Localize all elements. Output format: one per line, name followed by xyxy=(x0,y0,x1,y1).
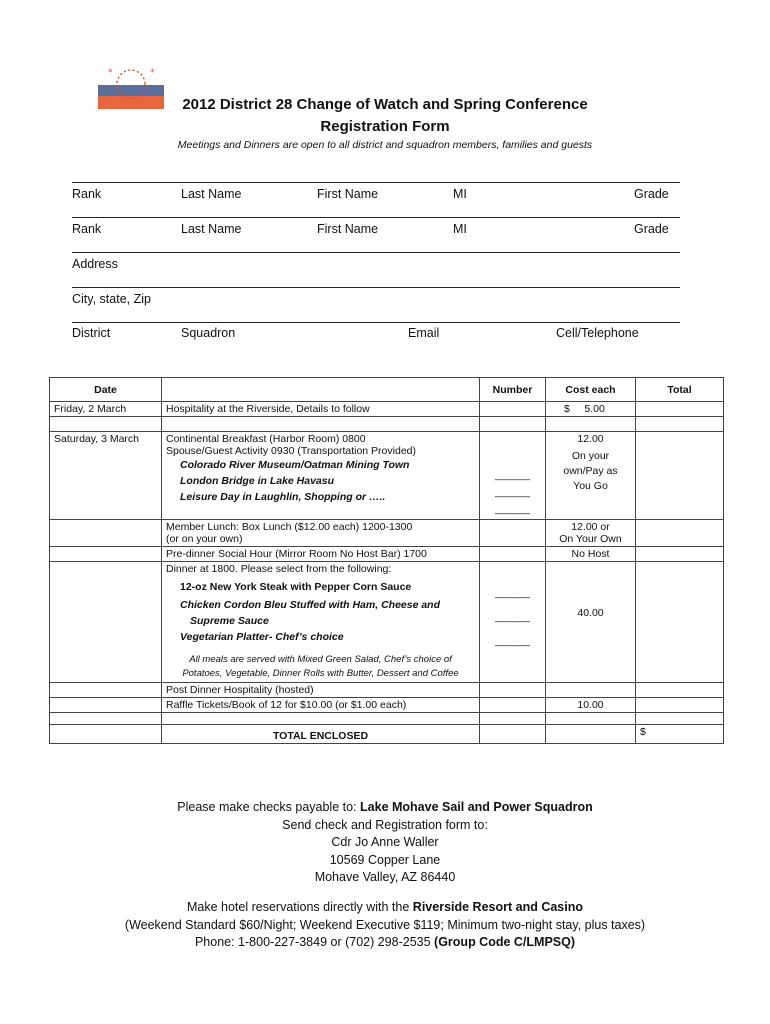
total-enclosed-label: TOTAL ENCLOSED xyxy=(162,725,480,744)
item-cell: Member Lunch: Box Lunch ($12.00 each) 1200-1300 (or on your own) xyxy=(162,520,480,547)
total-cell[interactable] xyxy=(636,547,724,562)
table-row xyxy=(50,547,724,562)
item-cell: Post Dinner Hospitality (hosted) xyxy=(162,683,480,698)
number-cell[interactable] xyxy=(480,683,546,698)
table-row xyxy=(50,402,724,417)
district-label: District xyxy=(72,326,111,340)
table-row xyxy=(50,683,724,698)
grade-label: Grade xyxy=(634,187,669,201)
hotel-instructions: Make hotel reservations directly with the Riverside Resort and Casino (Weekend Standard $60/Night; Weekend Executive $119; Minimum two-night stay, plus taxes) Phone: 1-800-227-3849 or (702) 298-2535 (Group Code C/LMPSQ) xyxy=(124,900,646,949)
total-cell[interactable] xyxy=(636,432,724,520)
cell-telephone-label: Cell/Telephone xyxy=(556,326,639,340)
divider xyxy=(72,252,680,253)
rank-label-2: Rank xyxy=(72,222,102,236)
item-cell: Dinner at 1800. Please select from the following: 12-oz New York Steak with Pepper Corn Sauce Chicken Cordon Bleu Stuffed with Ham, Cheese and Supreme Sauce Vegetarian Platter- Chef’s choice All meals are served with Mixed Green Salad, Chef’s choice of Potatoes, Vegetable, Dinner Rolls with Butter, Dessert and Coffee xyxy=(162,562,480,683)
svg-text:*: * xyxy=(108,68,113,78)
city-state-zip-label: City, state, Zip xyxy=(72,292,151,306)
table-row xyxy=(50,698,724,713)
table-row xyxy=(50,562,724,683)
page-title: 2012 District 28 Change of Watch and Spring Conference Registration Form xyxy=(182,96,588,135)
first-name-label: First Name xyxy=(317,187,379,201)
cost-header: Cost each xyxy=(546,378,636,402)
email-label: Email xyxy=(408,326,440,340)
date-cell: Saturday, 3 March xyxy=(50,432,162,520)
item-cell: Hospitality at the Riverside, Details to follow xyxy=(162,402,480,417)
squadron-label: Squadron xyxy=(181,326,236,340)
total-enclosed-cell[interactable]: $ xyxy=(636,725,724,744)
page-subtitle: Meetings and Dinners are open to all district and squadron members, families and guests xyxy=(177,139,593,151)
cost-cell: No Host xyxy=(546,547,636,562)
rank-label: Rank xyxy=(72,187,102,201)
last-name-label-2: Last Name xyxy=(181,222,242,236)
table-row xyxy=(50,713,724,725)
divider xyxy=(72,287,680,288)
table-header-row xyxy=(50,378,724,402)
grade-label-2: Grade xyxy=(634,222,669,236)
total-cell[interactable] xyxy=(636,698,724,713)
table-row xyxy=(50,432,724,520)
divider xyxy=(72,217,680,218)
mi-label: MI xyxy=(453,187,467,201)
total-cell[interactable] xyxy=(636,683,724,698)
number-cell[interactable]: ______ ______ ______ xyxy=(480,432,546,520)
first-name-label-2: First Name xyxy=(317,222,379,236)
number-header: Number xyxy=(480,378,546,402)
total-cell[interactable] xyxy=(636,520,724,547)
number-cell[interactable]: ______ ______ ______ xyxy=(480,562,546,683)
cost-cell: 10.00 xyxy=(546,698,636,713)
total-cell[interactable] xyxy=(636,562,724,683)
cost-cell: 40.00 xyxy=(546,562,636,683)
cost-cell: 12.00 or On Your Own xyxy=(546,520,636,547)
number-cell[interactable] xyxy=(480,520,546,547)
table-row xyxy=(50,520,724,547)
number-cell[interactable] xyxy=(480,402,546,417)
item-cell: Raffle Tickets/Book of 12 for $10.00 (or $1.00 each) xyxy=(162,698,480,713)
item-cell: Continental Breakfast (Harbor Room) 0800 Spouse/Guest Activity 0930 (Transportation Provided) Colorado River Museum/Oatman Mining Town London Bridge in Lake Havasu Leisure Day in Laughlin, Shopping or ….. xyxy=(162,432,480,520)
cost-cell: $ 5.00 xyxy=(546,402,636,417)
mi-label-2: MI xyxy=(453,222,467,236)
date-cell: Friday, 2 March xyxy=(50,402,162,417)
last-name-label: Last Name xyxy=(181,187,242,201)
total-cell[interactable] xyxy=(636,402,724,417)
svg-text:*: * xyxy=(150,68,155,78)
address-label: Address xyxy=(72,257,118,271)
item-cell: Pre-dinner Social Hour (Mirror Room No Host Bar) 1700 xyxy=(162,547,480,562)
divider xyxy=(72,182,680,183)
payment-instructions: Please make checks payable to: Lake Mohave Sail and Power Squadron Send check and Registration form to: Cdr Jo Anne Waller 10569 Copper Lane Mohave Valley, AZ 86440 xyxy=(177,800,593,884)
cost-cell: 12.00 On your own/Pay as You Go xyxy=(546,432,636,520)
registration-table xyxy=(49,377,724,744)
number-cell[interactable] xyxy=(480,698,546,713)
divider xyxy=(72,322,680,323)
table-row xyxy=(50,417,724,432)
number-cell[interactable] xyxy=(480,547,546,562)
total-row xyxy=(50,725,724,744)
date-header: Date xyxy=(50,378,162,402)
total-header: Total xyxy=(636,378,724,402)
